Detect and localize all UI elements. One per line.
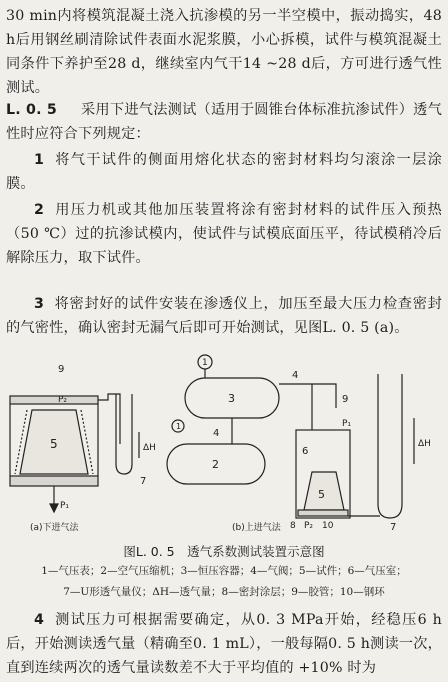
item-1-number: 1 [34,152,45,168]
hose [98,394,120,444]
label-p1-a: P₁ [60,501,70,511]
item-2-text: 用压力机或其他加压装置将涂有密封材料的试件压入预热（50 ℃）过的抗渗试模内，使试件与试模底面压平，待试模稍冷后解除压力，取下试件。 [6,202,442,266]
label-4a: 4 [213,428,220,439]
label-2: 2 [212,458,219,471]
label-3: 3 [228,392,235,405]
u-tube-b [378,374,402,518]
figure-legend-1: 1—气压表；2—空气压缩机；3—恒压容器；4—气阀；5—试件；6—气压室； [41,565,407,577]
item-4-number: 4 [34,612,45,628]
label-9a: 9 [58,364,65,375]
label-10: 10 [322,521,334,531]
inlet-arrow [50,504,58,512]
item-4-text: 测试压力可根据需要确定，从0. 3 MPa开始，经稳压6 h后，开始测读透气量（精确至0. 1 mL），一般每隔0. 5 h测读一次，直到连续两次的透气量读数差不大于平均值的 +10% 时为 [6,612,442,676]
label-p1-b: P₁ [342,419,352,429]
label-1b: 1 [176,422,182,431]
figure-a-apparatus [10,364,156,533]
label-7b: 7 [390,522,397,533]
u-tube [116,394,132,474]
section-number: L. 0. 5 [6,102,57,118]
figure-legend-2: 7—U形透气量仪；ΔH—透气量；8—密封涂层；9—胶管；10—钢环 [63,586,385,598]
label-dh-b: ΔH [418,439,431,449]
caption-b: (b)上进气法 [232,523,281,533]
figure-b-apparatus [167,355,431,533]
mould-base [10,476,98,486]
figure-title: 图L. 0. 5 透气系数测试装置示意图 [123,544,325,559]
item-3-text: 将密封好的试件安装在渗透仪上，加压至最大压力检查密封的气密性，确认密封无漏气后即可开始测试，见图L. 0. 5 (a)。 [6,296,442,336]
intro-paragraph: 30 min内将模筑混凝土浇入抗渗模的另一半空模中，振动捣实，48 h后用钢丝刷清除试件表面水泥浆膜，小心拆模，试件与模筑混凝土同条件下养护至28 d，继续室内气干14 ~28 d后，方可进行透气性测试。 [6,8,442,96]
item-1 [6,148,442,196]
label-5b: 5 [318,488,325,501]
label-7a: 7 [140,476,147,487]
caption-a: (a)下进气法 [30,523,79,533]
item-3-number: 3 [34,296,45,312]
label-8: 8 [290,521,296,531]
steel-ring [298,510,348,516]
hose-b [312,384,336,408]
label-5a: 5 [50,437,58,451]
label-6: 6 [302,446,309,457]
item-2 [6,198,442,270]
mould-top-plate [10,396,98,404]
label-dh-a: ΔH [143,443,156,453]
item-4 [6,608,442,680]
air-valve-line [279,384,312,430]
section-text: 采用下进气法测试（适用于圆锥台体标准抗渗试件）透气性时应符合下列规定： [6,102,443,142]
label-4b: 4 [292,370,299,381]
label-p2: P₂ [58,395,68,405]
label-p2b: P₂ [304,521,314,531]
item-1-text: 将气干试件的侧面用熔化状态的密封材料均匀滚涂一层涂膜。 [6,152,442,192]
item-2-number: 2 [34,202,45,218]
label-1a: 1 [202,358,208,368]
item-3 [6,292,442,340]
apparatus-figure [0,354,448,534]
label-9b: 9 [342,394,349,405]
section-l05 [6,98,442,146]
